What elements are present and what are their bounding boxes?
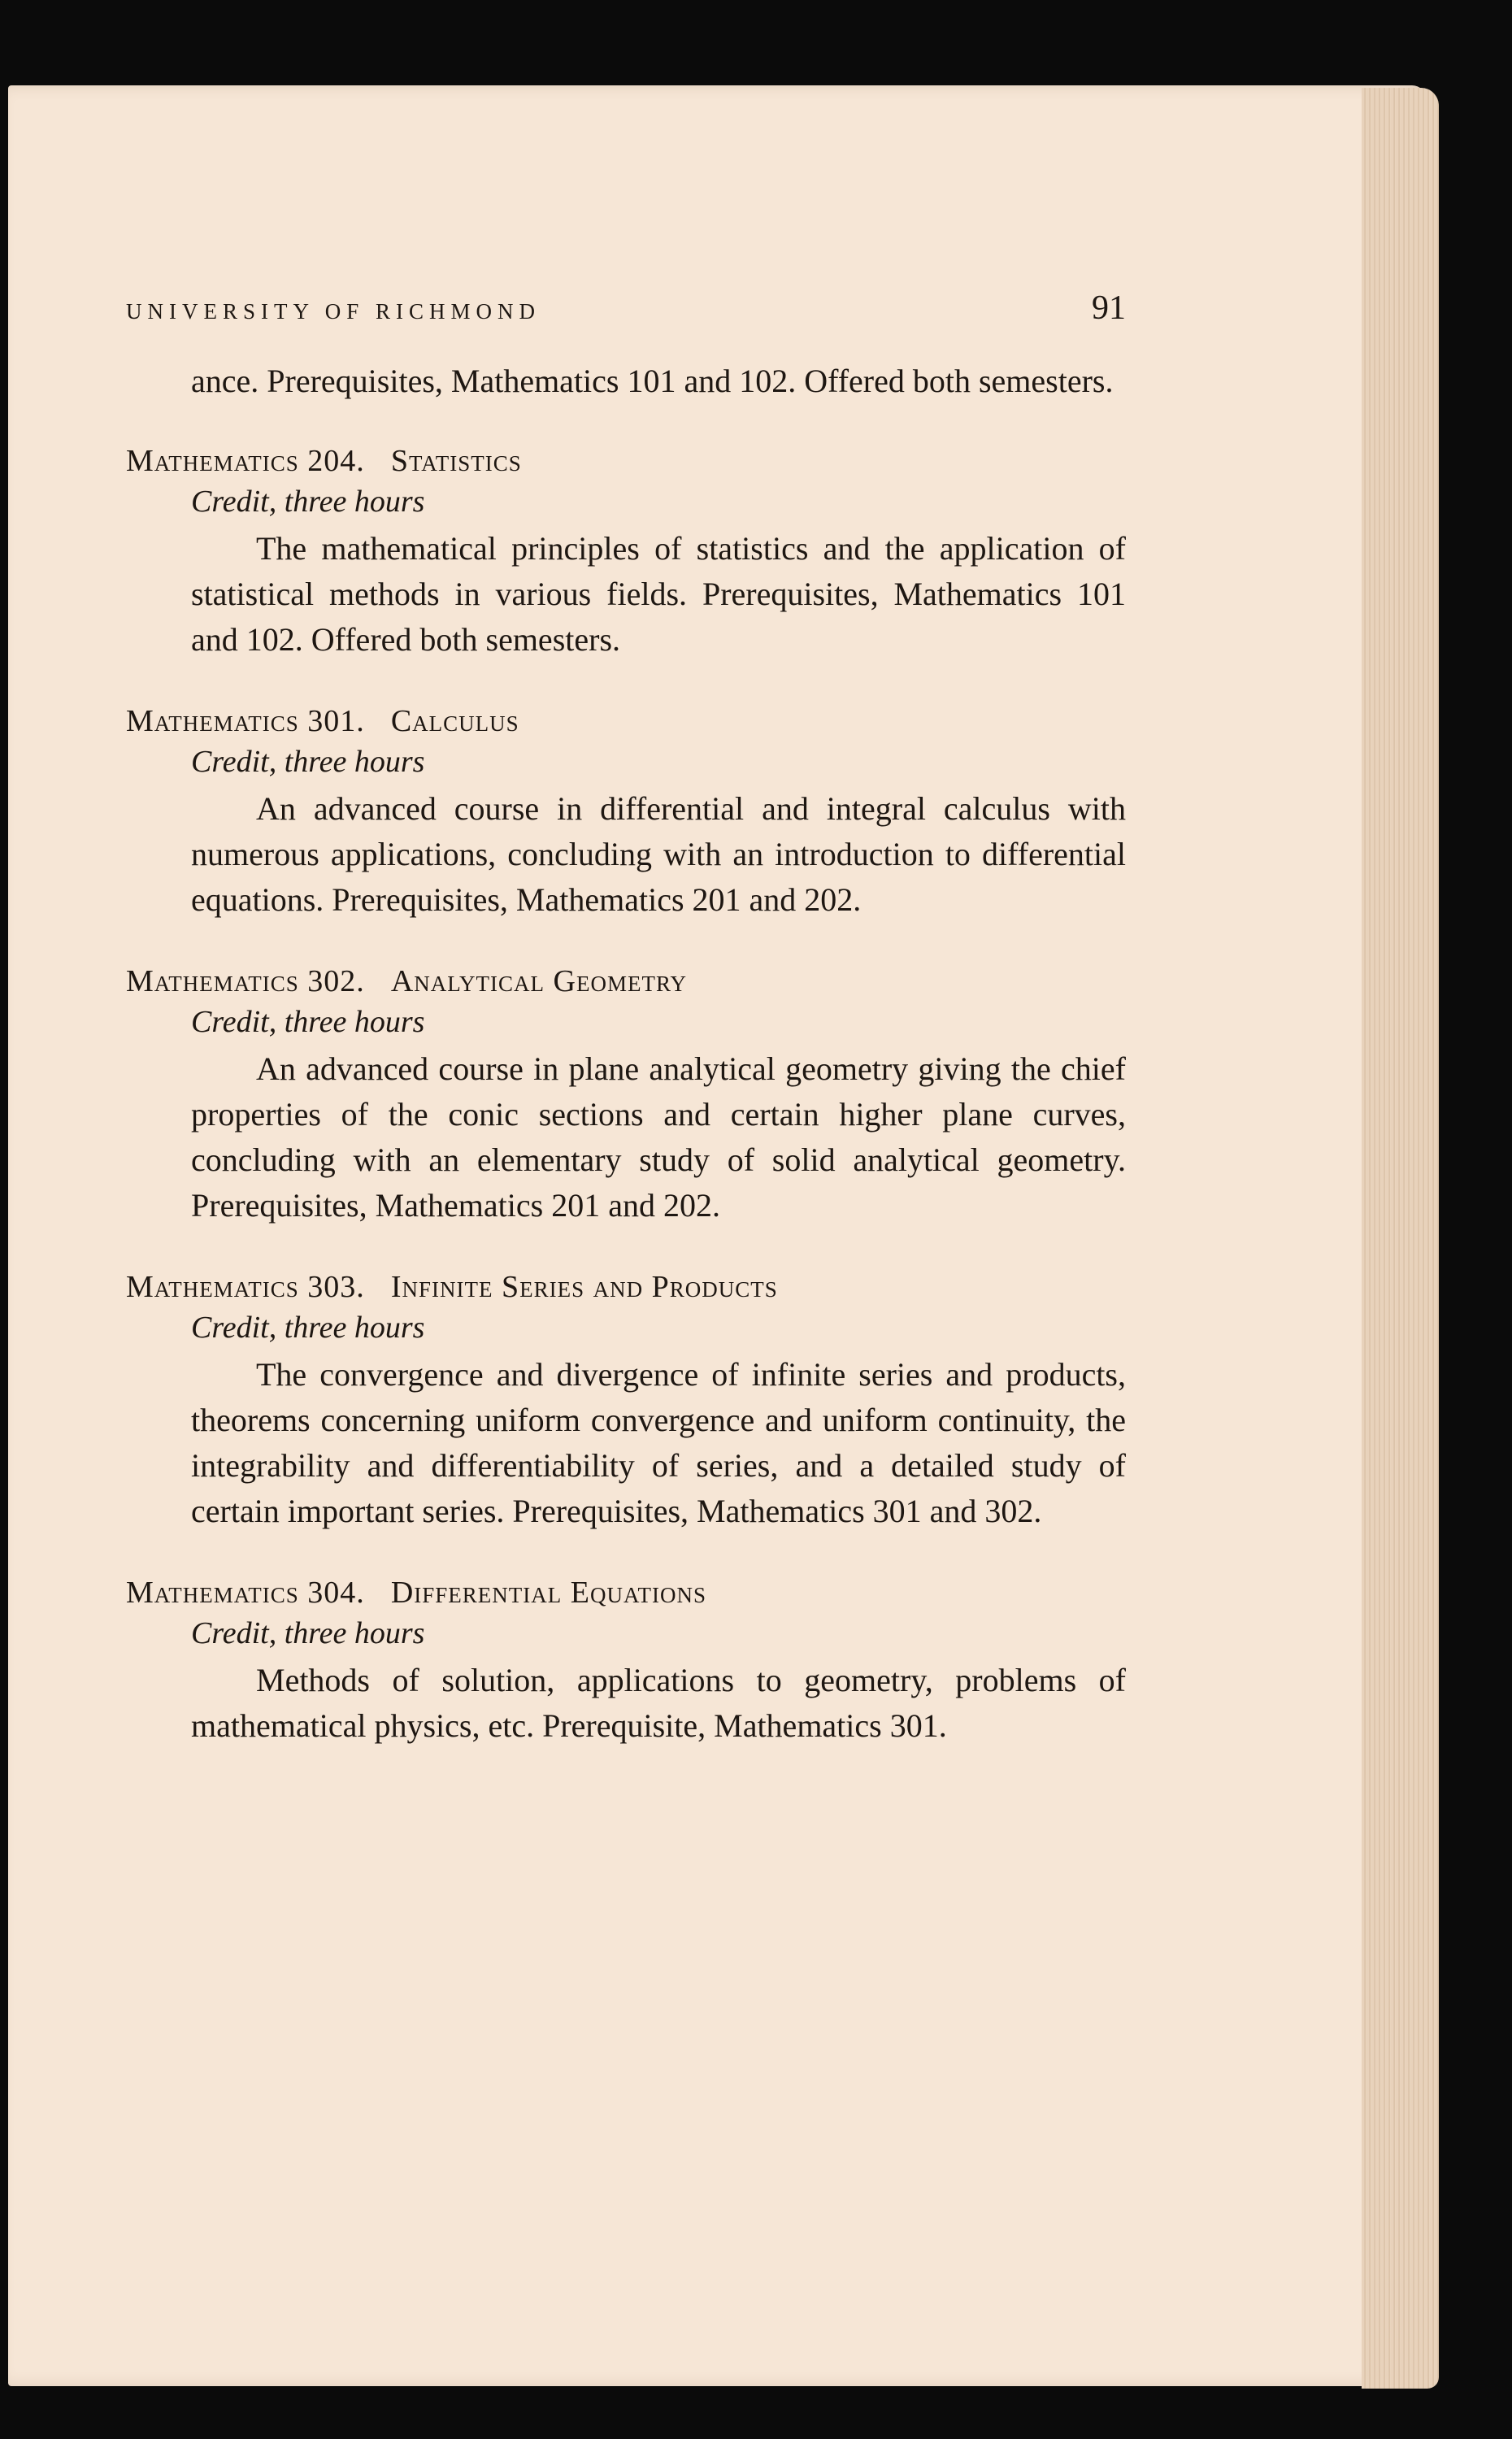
course-title: Infinite Series and Products <box>390 1270 778 1304</box>
course-heading <box>126 443 1126 479</box>
page-content <box>126 289 1126 1789</box>
course-entry <box>126 1269 1126 1534</box>
course-credit: Credit, three hours <box>191 1616 425 1650</box>
course-title: Differential Equations <box>390 1576 706 1610</box>
course-number: Mathematics 204. <box>126 444 365 478</box>
course-heading <box>126 1575 1126 1611</box>
page-edge-stack <box>1362 88 1439 2389</box>
course-heading <box>126 963 1126 999</box>
course-title: Calculus <box>390 704 519 738</box>
course-credit: Credit, three hours <box>191 1005 425 1039</box>
course-description: An advanced course in differential and integral calculus with numerous applications, concluding with an introduction to differential equations. Prerequisites, Mathematics 201 and 202. <box>191 790 1126 918</box>
course-entry <box>126 1575 1126 1749</box>
course-description: An advanced course in plane analytical geometry giving the chief properties of the conic sections and certain higher plane curves, concluding with an elementary study of solid analytical geometry. Prerequisites, Mathematics 201 and 202. <box>191 1050 1126 1224</box>
course-number: Mathematics 302. <box>126 964 365 998</box>
course-credit: Credit, three hours <box>191 745 425 779</box>
page-number: 91 <box>1092 289 1126 327</box>
course-heading <box>126 703 1126 739</box>
page-header <box>126 289 1126 328</box>
course-entry <box>126 963 1126 1228</box>
course-number: Mathematics 304. <box>126 1576 365 1610</box>
course-number: Mathematics 303. <box>126 1270 365 1304</box>
course-description: The mathematical principles of statistics and the application of statistical methods in various fields. Prerequisites, Mathematics 101 and 102. Offered both semesters. <box>191 530 1126 658</box>
course-entry <box>126 443 1126 663</box>
course-number: Mathematics 301. <box>126 704 365 738</box>
course-credit: Credit, three hours <box>191 485 425 519</box>
course-description: The convergence and divergence of infinite series and products, theorems concerning uniform convergence and uniform continuity, the integrability and differentiability of series, and a detailed study of certain important series. Prerequisites, Mathematics 301 and 302. <box>191 1356 1126 1529</box>
course-credit: Credit, three hours <box>191 1311 425 1345</box>
course-entry <box>126 703 1126 923</box>
course-heading <box>126 1269 1126 1305</box>
running-head: UNIVERSITY OF RICHMOND <box>126 299 541 324</box>
course-title: Statistics <box>390 444 522 478</box>
course-description: Methods of solution, applications to geometry, problems of mathematical physics, etc. Prerequisite, Mathematics 301. <box>191 1662 1126 1744</box>
continued-paragraph: ance. Prerequisites, Mathematics 101 and 102. Offered both semesters. <box>191 363 1114 399</box>
course-title: Analytical Geometry <box>390 964 687 998</box>
